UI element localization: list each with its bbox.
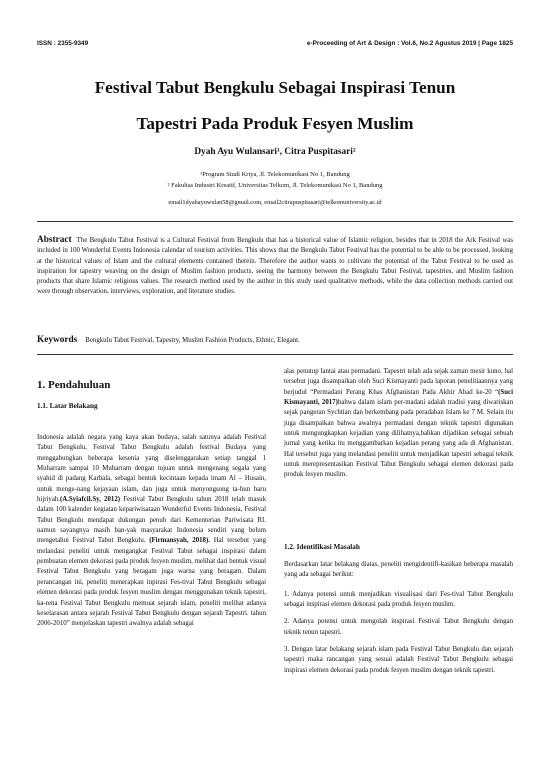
- citation: (Firmansyah, 2018).: [149, 537, 210, 545]
- author-names: Dyah Ayu Wulansari¹, Citra Puspitasari²: [194, 147, 356, 157]
- keywords-block: [37, 335, 513, 346]
- divider-top: [37, 221, 513, 222]
- abstract-text: The Bengkulu Tabut Festival is a Cultural Festival from Bengkulu that has a historical value of Islamic religion, besides that in 2018 the Ark Festival was included in 100 Wonderful Events Indonesia calendar of tourism activities. This shows that the Bengkulu Tabut Festival has the potential to be able to be processed, looking at the historical values of Islam and the cultural elements contained therein. Therefore the author wants to cultivate the potential of the Tabut Festival to be used as inspiration for tapestry weaving on the design of Muslim fashion products, seeing the harmony between the Bengkulu Tabut Festival, tapestries, and Muslim fashion products that share Islamic religious values. The research method used by the author in this study used qualitative methods, while the data collection methods carried out were through observation, interviews, exploration, and literature studies.: [37, 237, 513, 296]
- citation: (A.Syiafcil.Sy, 2012): [60, 496, 121, 504]
- affiliation-1: ¹Program Studi Kriya, Jl. Telekomunikasi No 1, Bandung: [200, 171, 350, 178]
- paragraph-background: [37, 433, 266, 630]
- section-heading: 1. Pendahuluan: [37, 379, 111, 391]
- paragraph-problem-intro: Berdasarkan latar belakang diatas, peneliti mengidentifi-kasikan beberapa masalah yang ada sebagai berikut:: [284, 561, 513, 579]
- journal-info: e-Proceeding of Art & Design : Vol.6, No.2 Agustus 2019 | Page 1825: [306, 40, 513, 47]
- citation: (Suci Kismayanti, 2017): [284, 388, 513, 407]
- paragraph-background-cont: [284, 367, 513, 481]
- left-column: [37, 433, 266, 630]
- title-line-1: Festival Tabut Bengkulu Sebagai Inspirasi Tenun: [94, 78, 456, 97]
- keywords-heading: Keywords: [37, 335, 78, 345]
- paragraph-text: bahwa dalam islam per-madani adalah tradisi yang diwariskan sejak pangeran Sychtian dan berkembang pada peradaban Islam ke 7 M. Selain itu juga disampaikan bahwa awalnya permadani dengan teknik tapestri digunakan untuk mengungkapkan kejadian yang dilihatnya,bahkan dijadikan sebagai sebuah jurnal yang ketika itu menggambarkan kejadian perang yang ada di Afghanistan. Hal tersebut juga yang melandasi peneliti untuk menjadikan tapestri sebagai teknik untuk merepresentasikan Festival Tabut Bengkulu sebagai elemen dekorasi pada produk fesyen muslim.: [284, 399, 513, 479]
- affiliation-2: ² Fakultas Industri Kreatif, Universitas Telkom, Jl. Telekomunikasi No 1, Bandung: [167, 182, 383, 189]
- keywords-text: Bengkulu Tabut Festival, Tapestry, Muslim Fashion Products, Ethnic, Elegant.: [85, 337, 300, 344]
- title-line-2: Tapestri Pada Produk Fesyen Muslim: [136, 114, 414, 133]
- subsection-heading-2: 1.2. Identifikasi Masalah: [284, 543, 360, 551]
- paragraph-text: Festival Tabut Bengkulu tahun 2018 telah masuk dalam 100 kalender kegiatan kepariwisataan Wonderful Events Indonesia, Festival Tabut Bengkulu mendapat dukungan penuh dari Kementerian Pariwisata RI. namun sayangnya masih ban-yak masyarakat Indonesia sendiri yang belum mengetahui Festival Tabut Bengkulu.: [37, 496, 266, 545]
- subsection-heading-1: 1.1. Latar Belakang: [37, 402, 98, 410]
- list-item: 3. Dengan latar belakang sejarah islam pada Festival Tabut Bengkulu dan sejarah tapestri maka rancangan yang sesuai adalah Festival Tabut Bengkulu sebagai inspirasi elemen dekorasi pada produk fesyen muslim dengan teknik tapestri.: [284, 646, 513, 674]
- right-column-lower: [284, 560, 513, 683]
- paragraph-text: alas penutup lantai atau permadani. Tapestri telah ada sejak zaman mesir kuno, hal tersebut juga disampaikan oleh Suci Kismayanti pada laporan penelitiaannya yang berjudul “Permadani Perang Khas Afghanistan Pada Akhir Abad ke-20 “: [284, 368, 513, 396]
- running-header: [37, 40, 513, 52]
- abstract-heading: Abstract: [37, 235, 72, 245]
- right-column: [284, 367, 513, 481]
- abstract-block: [37, 235, 513, 298]
- paragraph-text: Hal tersebut yang melandasi peneliti untuk mengangkat Festival Tabut sebagai inspirasi dalam pembuatan elemen dekorasi pada produk fesyen muslim, melihat dari bentuk visual Festival Tabut Bengkulu yang beragam juga warna yang beragam. Dalam perancangan ini, peneliti menerapkan inpirasi Fes-tival Tabut Bengkulu sebagai elemen dekorasi pada produk fesyen muslim dengan menggunakan teknik tapestri, ka-rena Festival Tabut Bengkulu memuat sejarah islam, peneliti melihat adanya keselarasan antara sejarah Festival Tabut Bengkulu dengan sejarah Tapestri. tahun 2006-2010” menjelaskan tapestri awalnya adalah sebagai: [37, 537, 266, 628]
- issn-label: ISSN : 2355-9349: [37, 40, 89, 47]
- list-item: 2. Adanya potensi untuk mengolah inspirasi Festival Tabut Bengkulu dengan teknik tenun tapestri.: [284, 618, 513, 636]
- divider-bottom: [37, 354, 513, 355]
- paper-title: [40, 75, 510, 137]
- author-emails: email1dyahayuwulan58@gmail.com, email2citrapuspitasari@telkomuniversity.ac.id: [168, 199, 382, 206]
- list-item: 1. Adanya potensi untuk menjadikan visualisasi dari Fes-tival Tabut Bengkulu sebagai inspirasi elemen dekorasi pada produk fesyen muslim.: [284, 590, 513, 609]
- paragraph-text: Indonesia adalah negara yang kaya akan budaya, salah satunya adalah Festival Tabut Bengkulu, Festival Tabut Bengkulu adalah festival Budaya yang menggabungkan beberapa kesenia yang diselenggarakan setiap tanggal 1 Muharram sampai 10 Muharram dengan tujuan untuk mengenang segala yang syahid di padang Karbala, sebagai bentuk kecintaan kepada imam Al – Husain, untuk menge-nang kejayaan islam, dan juga untuk menyongsong ta-hun baru hijriyah.: [37, 434, 266, 504]
